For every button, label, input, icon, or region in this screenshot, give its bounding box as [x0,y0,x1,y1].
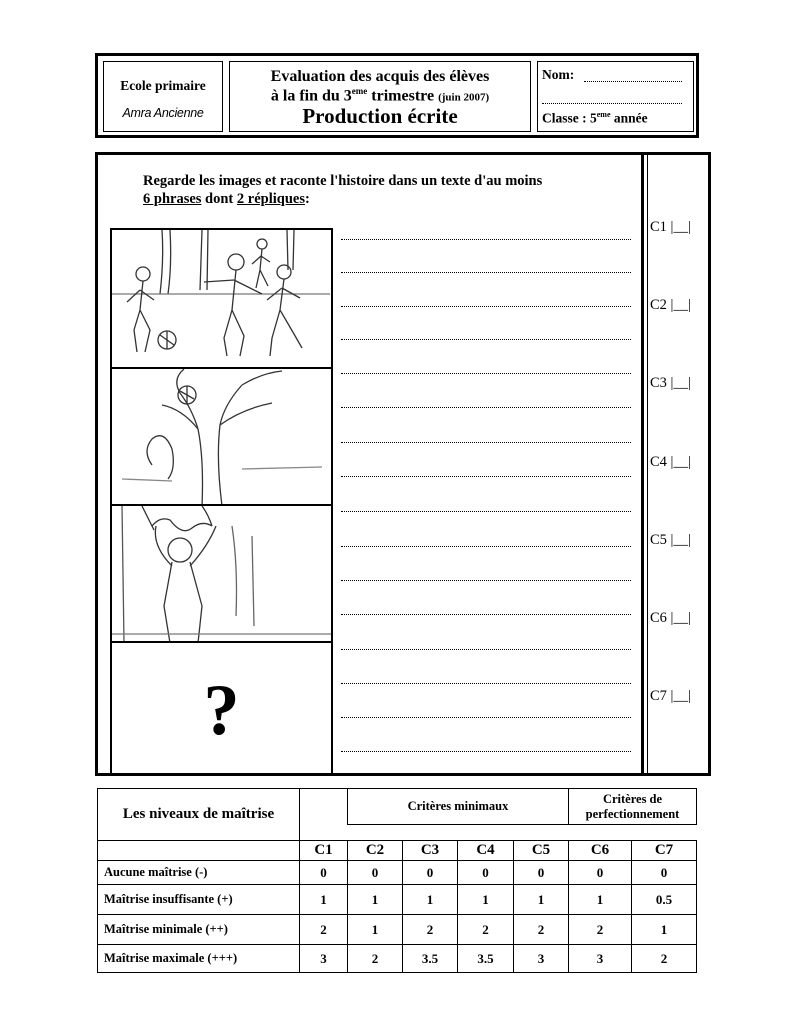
col-header: C2 [348,841,403,861]
table-cell: 0 [348,861,403,885]
table-cell: 1 [632,915,697,945]
criterion-c4[interactable]: C4 |__| [650,454,691,470]
writing-line[interactable] [341,476,631,477]
table-cell: 1 [403,885,458,915]
writing-line[interactable] [341,649,631,650]
mastery-table [97,788,697,973]
table-cell: 1 [348,915,403,945]
title-line-2: à la fin du 3eme trimestre (juin 2007) [270,86,490,105]
name-label: Nom: [542,67,575,82]
level-label: Aucune maîtrise (-) [98,861,300,885]
writing-section [95,152,711,776]
minimal-criteria-header: Critères minimaux [348,789,569,825]
title-line-1: Evaluation des acquis des élèves [270,68,490,85]
writing-line[interactable] [341,272,631,273]
writing-line[interactable] [341,339,631,340]
writing-line[interactable] [341,717,631,718]
table-cell: 0 [300,861,348,885]
school-name: Amra Ancienne [122,106,204,120]
writing-line[interactable] [341,239,631,240]
criteria-divider [641,155,644,773]
table-cell: 2 [632,945,697,973]
table-cell: 2 [300,915,348,945]
table-cell: 2 [458,915,514,945]
table-row [98,945,697,973]
soccer-players-drawing-icon [112,230,331,369]
criterion-c6[interactable]: C6 |__| [650,610,691,626]
table-cell: 0 [403,861,458,885]
writing-line[interactable] [341,511,631,512]
empty-corner [98,841,300,861]
table-cell: 1 [458,885,514,915]
col-header: C6 [569,841,632,861]
writing-line[interactable] [341,614,631,615]
name-field-line[interactable] [584,81,682,82]
writing-line[interactable] [341,546,631,547]
col-header: C3 [403,841,458,861]
table-cell: 0.5 [632,885,697,915]
writing-line[interactable] [341,407,631,408]
student-info-box [537,61,694,132]
col-header: C4 [458,841,514,861]
table-cell: 1 [348,885,403,915]
name-field-line-2[interactable] [542,103,682,104]
writing-line[interactable] [341,580,631,581]
table-cell: 0 [458,861,514,885]
criterion-c1[interactable]: C1 |__| [650,219,691,235]
level-label: Maîtrise insuffisante (+) [98,885,300,915]
table-cell: 3 [569,945,632,973]
table-cell: 1 [569,885,632,915]
col-header: C7 [632,841,697,861]
table-cell: 1 [514,885,569,915]
class-label: Classe : 5eme année [542,110,648,126]
table-cell: 3.5 [458,945,514,973]
perfection-criteria-header: Critères de perfectionnement [569,789,697,825]
table-row [98,885,697,915]
criterion-c5[interactable]: C5 |__| [650,532,691,548]
col-header: C1 [300,841,348,861]
question-mark: ? [203,670,240,750]
table-cell: 3.5 [403,945,458,973]
table-cell: 0 [569,861,632,885]
picture-panels [110,228,333,776]
school-box [103,61,223,132]
table-cell: 1 [300,885,348,915]
table-row [98,915,697,945]
table-cell: 2 [569,915,632,945]
writing-line[interactable] [341,442,631,443]
criteria-divider-inner [647,155,648,773]
ball-in-tree-drawing-icon [112,369,331,506]
c1-header-spacer [300,789,348,825]
exam-header [95,53,699,138]
table-cell: 0 [514,861,569,885]
table-cell: 2 [514,915,569,945]
table-cell: 2 [348,945,403,973]
table-cell: 0 [632,861,697,885]
instruction-text: Regarde les images et raconte l'histoire dans un texte d'au moins 6 phrases dont 2 répliques: [143,173,543,207]
table-cell: 2 [403,915,458,945]
school-label: Ecole primaire [120,78,206,93]
writing-line[interactable] [341,683,631,684]
page-title: Production écrite [302,104,458,128]
level-label: Maîtrise maximale (+++) [98,945,300,973]
criteria-header-row [98,841,697,861]
unknown-ending-panel [112,643,331,774]
boy-climbing-tree-drawing-icon [112,506,331,643]
writing-line[interactable] [341,373,631,374]
mastery-levels-header: Les niveaux de maîtrise [98,789,300,841]
table-row [98,861,697,885]
col-header: C5 [514,841,569,861]
writing-line[interactable] [341,751,631,752]
level-label: Maîtrise minimale (++) [98,915,300,945]
criterion-c7[interactable]: C7 |__| [650,688,691,704]
table-cell: 3 [300,945,348,973]
writing-line[interactable] [341,306,631,307]
criterion-c3[interactable]: C3 |__| [650,375,691,391]
table-cell: 3 [514,945,569,973]
title-box [229,61,531,132]
criterion-c2[interactable]: C2 |__| [650,297,691,313]
